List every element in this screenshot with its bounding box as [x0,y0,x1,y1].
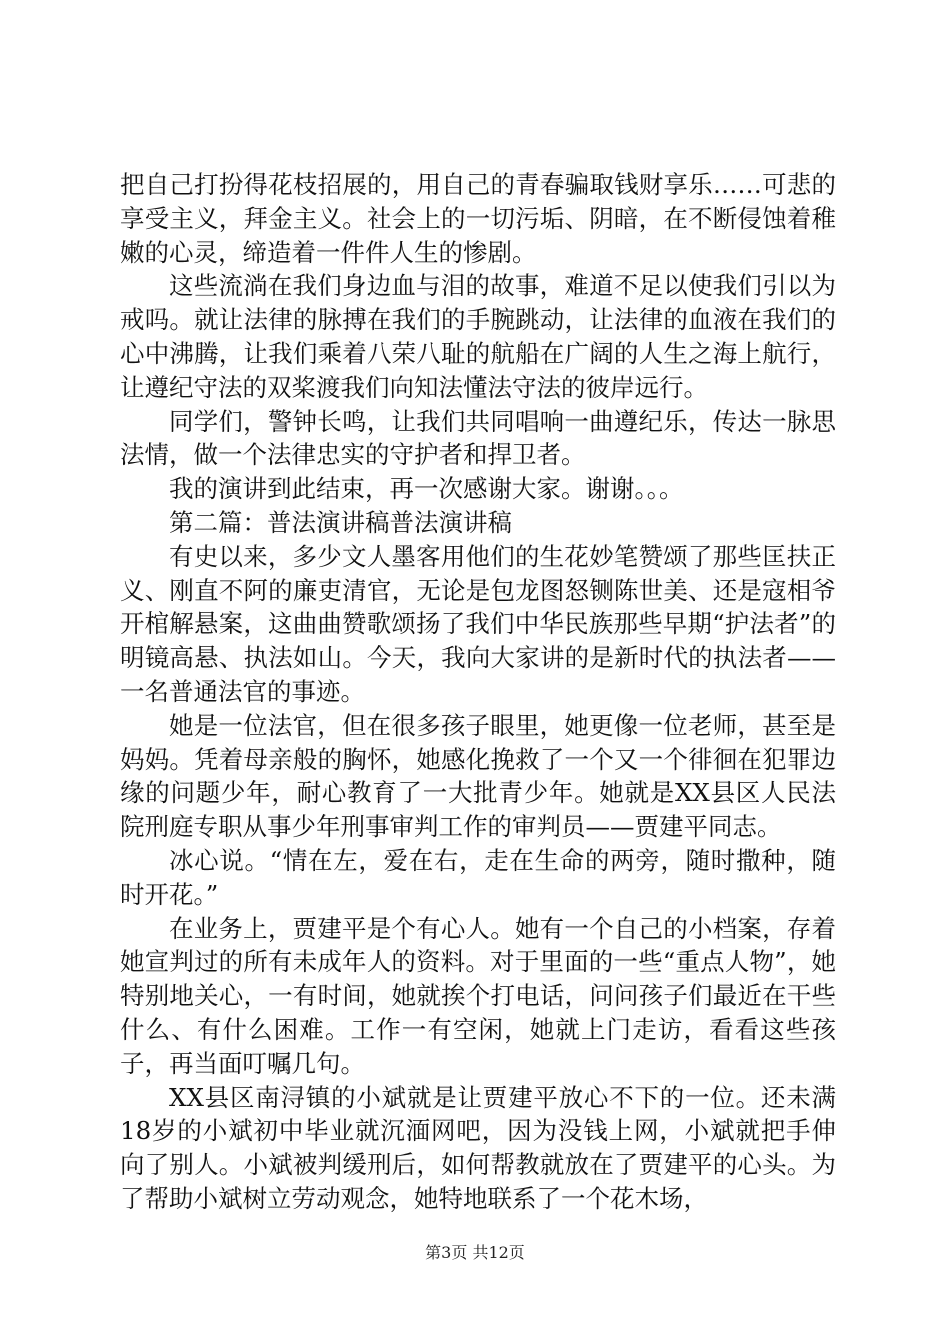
document-body [120,168,836,1216]
page-number-footer: 第3页 共12页 [425,1243,525,1262]
paragraph: 冰心说。“情在左，爱在右，走在生命的两旁，随时撒种，随时开花。” [120,845,836,909]
paragraph: 这些流淌在我们身边血与泪的故事，难道不足以使我们引以为戒吗。就让法律的脉搏在我们的手腕跳动，让法律的血液在我们的心中沸腾，让我们乘着八荣八耻的航船在广阔的人生之海上航行，让遵纪守法的双桨渡我们向知法懂法守法的彼岸远行。 [120,271,836,402]
paragraph: 同学们，警钟长鸣，让我们共同唱响一曲遵纪乐，传达一脉思法情，做一个法律忠实的守护者和捍卫者。 [120,406,836,470]
paragraph-continuation: 把自己打扮得花枝招展的，用自己的青春骗取钱财享乐……可悲的享受主义，拜金主义。社会上的一切污垢、阴暗，在不断侵蚀着稚嫩的心灵，缔造着一件件人生的惨剧。 [120,170,836,267]
paragraph: 我的演讲到此结束，再一次感谢大家。谢谢。。。 [169,474,684,504]
paragraph: 她是一位法官，但在很多孩子眼里，她更像一位老师，甚至是妈妈。凭着母亲般的胸怀，她感化挽救了一个又一个徘徊在犯罪边缘的问题少年，耐心教育了一大批青少年。她就是XX县区人民法院刑庭专职从事少年刑事审判工作的审判员——贾建平同志。 [120,710,836,842]
section-heading: 第二篇：普法演讲稿普法演讲稿 [169,507,512,537]
paragraph: XX县区南浔镇的小斌就是让贾建平放心不下的一位。还未满18岁的小斌初中毕业就沉湎网吧，因为没钱上网，小斌就把手伸向了别人。小斌被判缓刑后，如何帮教就放在了贾建平的心头。为了帮助小斌树立劳动观念，她特地联系了一个花木场， [120,1082,836,1213]
paragraph: 有史以来，多少文人墨客用他们的生花妙笔赞颂了那些匡扶正义、刚直不阿的廉吏清官，无论是包龙图怒铡陈世美、还是寇相爷开棺解悬案，这曲曲赞歌颂扬了我们中华民族那些早期“护法者”的明镜高悬、执法如山。今天，我向大家讲的是新时代的执法者——一名普通法官的事迹。 [120,541,836,706]
paragraph: 在业务上，贾建平是个有心人。她有一个自己的小档案，存着她宣判过的所有未成年人的资料。对于里面的一些“重点人物”，她特别地关心，一有时间，她就挨个打电话，问问孩子们最近在干些什么、有什么困难。工作一有空闲，她就上门走访，看看这些孩子，再当面叮嘱几句。 [120,913,836,1078]
